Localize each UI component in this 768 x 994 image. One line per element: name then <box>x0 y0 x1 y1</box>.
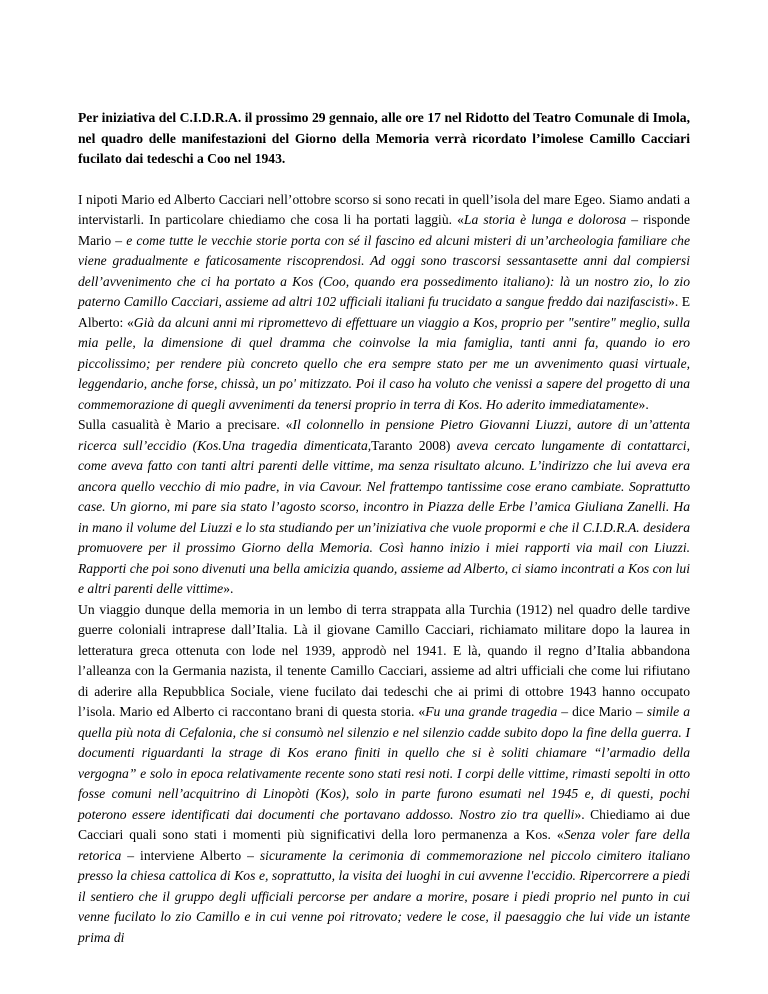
document-page <box>78 108 690 948</box>
p3-quote-b: Fu una grande tragedia <box>425 704 558 719</box>
p2-text-e: ». <box>223 581 234 596</box>
p2-text-a: Sulla casualità è Mario a precisare. « <box>78 417 293 432</box>
p1-text-c: – risponde Mario – <box>78 212 690 248</box>
p1-quote-b: La storia è lunga e dolorosa <box>463 212 627 227</box>
p1-text-g: ». <box>638 396 649 412</box>
p3-text-g: – interviene Alberto – <box>121 847 260 863</box>
lead-paragraph: Per iniziativa del C.I.D.R.A. il prossimo 29 gennaio, alle ore 17 nel Ridotto del Teatro Comunale di Imola, nel quadro delle manifestazioni del Giorno della Memoria verrà ricordato l’imolese Camillo Cacciari fucilato dai tedeschi a Coo nel 1943. <box>78 110 690 166</box>
p3-quote-f: Senza voler fare della retorica <box>78 827 690 863</box>
p3-text-e: ». Chiediamo ai due Cacciari quali sono stati i momenti più significativi della loro permanenza a Kos. « <box>78 806 690 842</box>
paragraph-viaggio-memoria <box>78 600 690 949</box>
p3-quote-h: sicuramente la cerimonia di commemorazione nel piccolo cimitero italiano presso la chiesa cattolica di Kos e, soprattutto, la visita dei luoghi in cui avvenne l'eccidio. Ripercorrere a piedi il sentiero che il gruppo degli ufficiali percorse per andare a morire, posare i piedi proprio nel punto in cui venne fucilato lo zio Camillo e in cui venne poi ritrovato; vedere le cose, il paesaggio che lui vide un istante prima di <box>78 847 690 945</box>
p2-text-c: Taranto 2008) <box>371 437 457 453</box>
p3-text-a: Un viaggio dunque della memoria in un lembo di terra strappata alla Turchia (1912) nel quadro delle tardive guerre coloniali intraprese dall’Italia. Là il giovane Camillo Cacciari, richiamato militare dopo la laurea in letteratura greca ottenuta con lode nel 1939, approdò nel 1941. E là, quando il regno d’Italia abbandona l’alleanza con la Germania nazista, il tenente Camillo Cacciari, assieme ad altri ufficiali che come lui rifiutano di aderire alla Repubblica Sociale, viene fucilato dai tedeschi che ai primi di ottobre 1943 hanno occupato l’isola. Mario ed Alberto ci raccontano brani di questa storia. « <box>78 601 690 719</box>
p2-quote-b: Il colonnello in pensione Pietro Giovanni Liuzzi, autore di un’attenta ricerca sull’eccidio (Kos.Una tragedia dimenticata, <box>78 417 691 453</box>
p1-text-e: ». E Alberto: « <box>78 294 690 330</box>
p2-quote-d: aveva cercato lungamente di contattarci, come aveva fatto con tanti altri parenti delle vittime, ma senza risultato alcuno. L’indirizzo che lui aveva era ancora quello vecchio di mio padre, in via Cavour. Nel frattempo tantissime cose erano cambiate. Soprattutto case. Un giorno, mi pare sia stato l’agosto scorso, incontro in Piazza delle Erbe l’amica Giuliana Zanelli. Ha in mano il volume del Liuzzi e lo sta studiando per un’iniziativa che vuole propormi e che il C.I.D.R.A. desidera promuovere per il prossimo Giorno della Memoria. Così hanno inizio i miei rapporti via mail con Liuzzi. Rapporti che poi sono divenuti una bella amicizia quando, assieme ad Alberto, ci siamo incontrati a Kos con lui e altri parenti delle vittime <box>78 437 690 596</box>
paragraph-interview-intro <box>78 190 690 416</box>
p1-quote-d: e come tutte le vecchie storie porta con sé il fascino ed alcuni misteri di un’archeologia familiare che viene gradualmente e faticosamente riscoprendosi. Ad oggi sono trascorsi sessantasette anni dal compiersi dell’avvenimento che ci ha portato a Kos (Coo, quando era possedimento italiano): là un nostro zio, lo zio paterno Camillo Cacciari, assieme ad altri 102 ufficiali italiani fu trucidato a sangue freddo dai nazifascisti <box>78 232 690 309</box>
paragraph-casualita <box>78 415 690 600</box>
p3-text-c: – dice Mario – <box>557 704 647 719</box>
p1-text-a: I nipoti Mario ed Alberto Cacciari nell’ottobre scorso si sono recati in quell’isola del mare Egeo. Siamo andati a intervistarli. In particolare chiediamo che cosa li ha portati laggiù. « <box>78 191 690 227</box>
p3-quote-d: simile a quella più nota di Cefalonia, che si consumò nel silenzio e nel silenzio cadde subito dopo la fine della guerra. I documenti riguardanti la strage di Kos erano finiti in quello che si è soliti chiamare “l’armadio della vergogna” e solo in epoca relativamente recente sono stati resi noti. I corpi delle vittime, rimasti sepolti in otto fosse comuni nell’acquitrino di Linopòti (Kos), solo in parte furono esumati nel 1945 e, di questi, pochi poterono essere identificati dai documenti che portavano addosso. Nostro zio tra quelli <box>78 704 690 822</box>
p1-quote-f: Già da alcuni anni mi ripromettevo di effettuare un viaggio a Kos, proprio per "sentire" meglio, sulla mia pelle, la dimensione di quel dramma che coinvolse la mia famiglia, tanti anni fa, quando io ero piccolissimo; per rendere più concreto quello che era sempre stato per me un avvenimento quasi virtuale, leggendario, anche forse, chissà, un po' mitizzato. Poi il caso ha voluto che venissi a sapere del progetto di una commemorazione di quegli avvenimenti da tenersi proprio in terra di Kos. Ho aderito immediatamente <box>78 314 690 412</box>
